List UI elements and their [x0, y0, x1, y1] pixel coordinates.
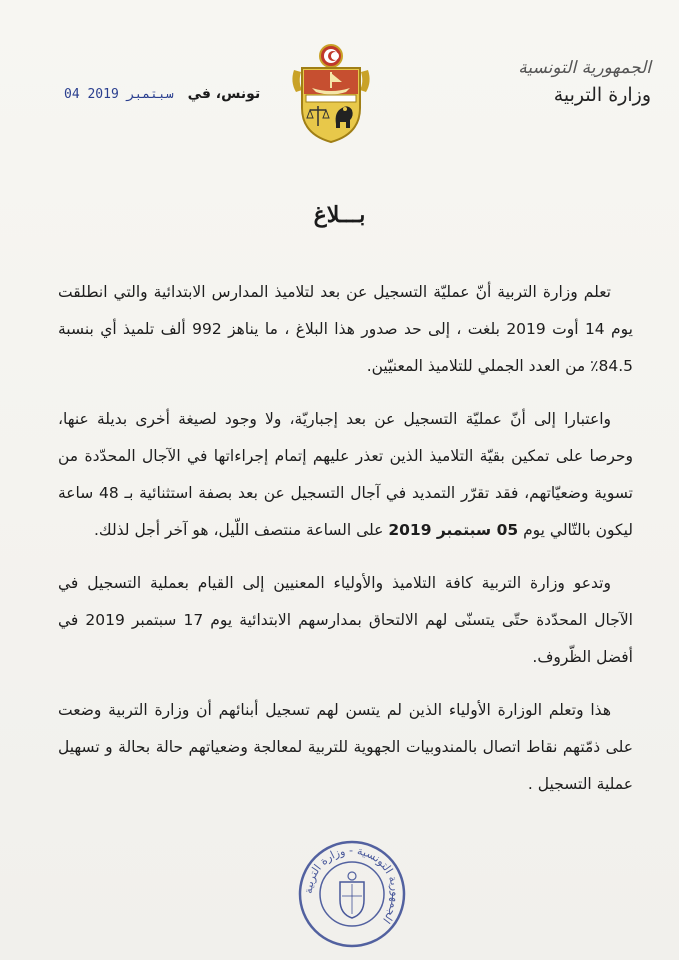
city-label: تونس، في	[187, 86, 261, 102]
document-title: بـــلاغ	[313, 202, 366, 228]
paragraph-1: تعلم وزارة التربية أنّ عمليّة التسجيل عن بعد لتلاميذ المدارس الابتدائية والتي انطلقت يوم 14 أوت 2019 بلغت ، إلى حد صدور هذا البلاغ ، ما يناهز 992 ألف تلميذ أي بنسبة 84.5٪ من العدد الجملي للتلاميذ المعنيّين.	[58, 283, 633, 375]
announcement-body	[58, 274, 633, 819]
ministry-name: وزارة التربية	[553, 84, 651, 106]
seal-text: الجمهورية التونسية - وزارة التربية	[301, 843, 403, 926]
date-line	[64, 86, 260, 102]
paragraph-2-start: واعتبارا إلى أنّ عمليّة التسجيل عن بعد إجباريّة، ولا وجود لصيغة أخرى بديلة عنها، وحرصا على تمكين بقيّة التلاميذ الذين تعذر عليهم إتمام إجراءاتها في الآجال المحدّدة من تسوية وضعيّاتهم، فقد تقرّر التمديد في آجال التسجيل عن بعد بصفة استثنائية بـ 48 ساعة ليكون بالتّالي يوم	[58, 410, 633, 539]
tunisia-coat-of-arms-icon	[288, 42, 374, 146]
paragraph-2	[58, 401, 633, 549]
letterhead	[471, 58, 651, 106]
ministry-seal-icon	[296, 838, 408, 950]
paragraph-2-end: على الساعة منتصف اللّيل، هو آخر أجل لذلك.	[93, 521, 389, 539]
date-stamp: 04 سبتمبر 2019	[64, 86, 174, 102]
republic-name: الجمهورية التونسية	[518, 58, 651, 78]
paragraph-2-deadline: 05 سبتمبر 2019	[388, 521, 519, 539]
paragraph-3: وتدعو وزارة التربية كافة التلاميذ والأولياء المعنيين إلى القيام بعملية التسجيل في الآجال المحدّدة حتّى يتسنّى لهم الالتحاق بمدارسهم الابتدائية يوم 17 سبتمبر 2019 في أفضل الظّروف.	[58, 574, 633, 666]
paragraph-4: هذا وتعلم الوزارة الأولياء الذين لم يتسن لهم تسجيل أبنائهم أن وزارة التربية وضعت على ذمّتهم نقاط اتصال بالمندوبيات الجهوية للتربية لمعالجة وضعياتهم حالة بحالة و تسهيل عملية التسجيل .	[58, 701, 633, 793]
